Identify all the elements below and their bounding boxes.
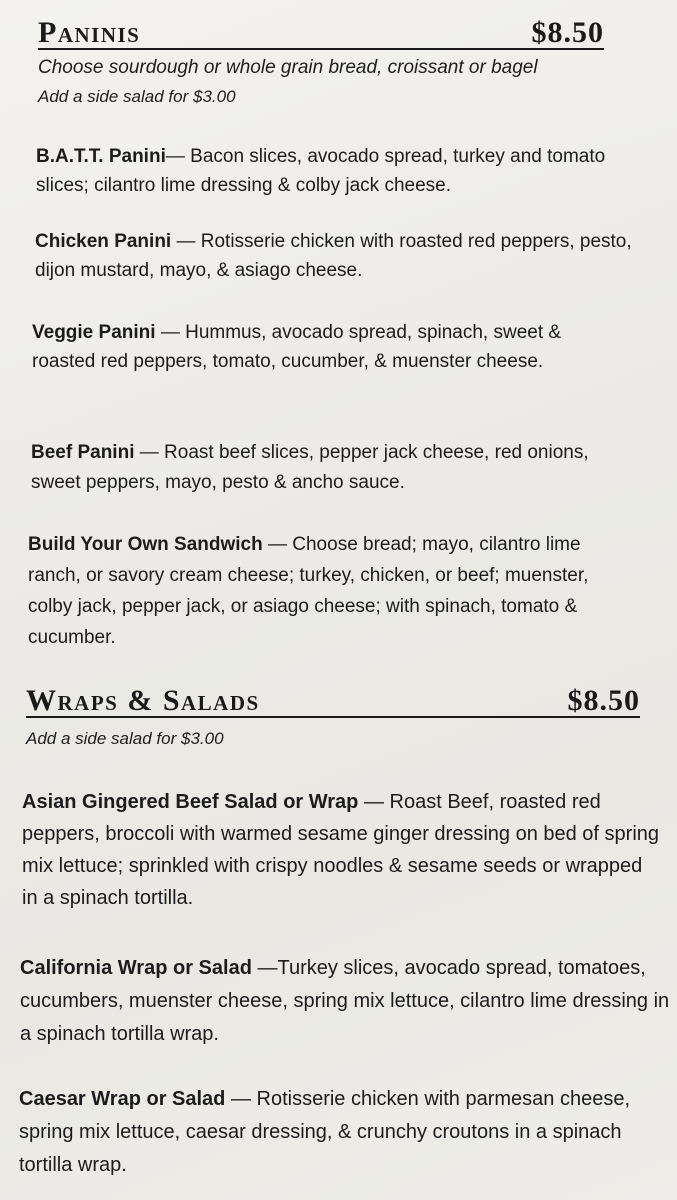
menu-item-asian-gingered-beef xyxy=(22,786,662,914)
item-separator: — xyxy=(171,231,201,252)
section-title: Wraps & Salads xyxy=(26,684,260,717)
item-separator: — xyxy=(165,146,191,167)
menu-item-caesar-wrap xyxy=(19,1083,644,1182)
item-description: Hummus, avocado spread, spinach, sweet & roasted red peppers, tomato, cucumber, & muenster cheese. xyxy=(32,322,562,372)
item-description: Bacon slices, avocado spread, turkey and tomato slices; cilantro lime dressing & colby jack cheese. xyxy=(36,146,606,196)
item-separator: — xyxy=(262,534,293,555)
item-separator: — xyxy=(225,1088,257,1110)
menu-item-veggie-panini xyxy=(32,318,592,376)
section-note: Choose sourdough or whole grain bread, croissant or bagel xyxy=(38,57,538,78)
item-name: Veggie Panini xyxy=(32,322,156,343)
item-separator: — xyxy=(134,442,165,463)
section-title: Paninis xyxy=(38,16,141,49)
menu-item-california-wrap xyxy=(20,952,672,1051)
item-description: Turkey slices, avocado spread, tomatoes, cucumbers, muenster cheese, spring mix lettuce, cilantro lime dressing in a spinach tortilla wrap. xyxy=(20,957,670,1045)
item-name: B.A.T.T. Panini xyxy=(36,146,166,167)
item-description: Roast beef slices, pepper jack cheese, red onions, sweet peppers, mayo, pesto & ancho sauce. xyxy=(31,442,589,493)
section-note: Add a side salad for $3.00 xyxy=(26,729,224,748)
section-header-paninis xyxy=(38,18,604,50)
menu-item-beef-panini xyxy=(31,438,641,498)
section-header-wraps-salads xyxy=(26,686,640,718)
item-description: Roast Beef, roasted red peppers, broccoli with warmed sesame ginger dressing on bed of spring mix lettuce; sprinkled with crispy noodles & sesame seeds or wrapped in a spinach tortilla. xyxy=(22,791,660,909)
item-description: Rotisserie chicken with roasted red peppers, pesto, dijon mustard, mayo, & asiago cheese. xyxy=(35,231,632,281)
item-separator: — xyxy=(358,791,390,813)
section-price: $8.50 xyxy=(567,684,640,717)
item-name: Build Your Own Sandwich xyxy=(28,534,263,555)
item-name: Chicken Panini xyxy=(35,231,172,252)
section-note: Add a side salad for $3.00 xyxy=(38,87,236,106)
item-name: Beef Panini xyxy=(31,442,135,463)
menu-item-chicken-panini xyxy=(35,227,635,285)
item-separator: — xyxy=(251,957,278,979)
item-name: Caesar Wrap or Salad xyxy=(19,1088,226,1110)
section-price: $8.50 xyxy=(531,16,604,49)
item-separator: — xyxy=(155,322,186,343)
item-name: California Wrap or Salad xyxy=(20,957,252,979)
item-description: Rotisserie chicken with parmesan cheese, spring mix lettuce, caesar dressing, & crunchy croutons in a spinach tortilla wrap. xyxy=(19,1088,631,1176)
item-name: Asian Gingered Beef Salad or Wrap xyxy=(22,791,359,813)
menu-item-batt-panini xyxy=(36,142,651,200)
menu-item-build-your-own xyxy=(28,529,618,653)
item-description: Choose bread; mayo, cilantro lime ranch, or savory cream cheese; turkey, chicken, or beef; muenster, colby jack, pepper jack, or asiago cheese; with spinach, tomato & cucumber. xyxy=(28,534,589,648)
